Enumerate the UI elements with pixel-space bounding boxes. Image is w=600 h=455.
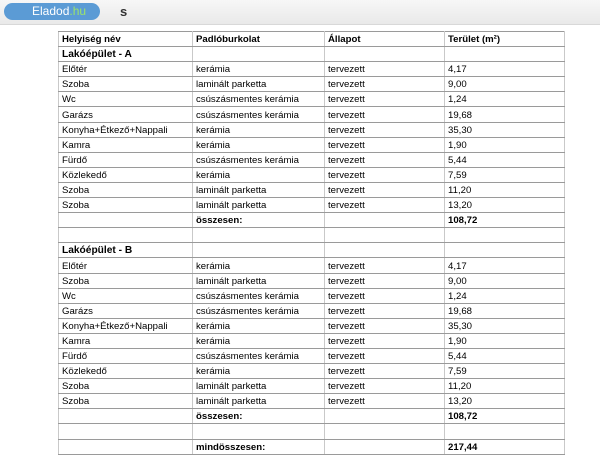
table-row (59, 364, 565, 379)
flooring-cell: csúszásmentes kerámia (193, 152, 325, 167)
room-name-cell: Wc (59, 92, 193, 107)
empty-cell (193, 243, 325, 258)
area-cell: 4,17 (445, 62, 565, 77)
flooring-cell: laminált parketta (193, 394, 325, 409)
flooring-cell: csúszásmentes kerámia (193, 107, 325, 122)
room-name-cell: Előtér (59, 258, 193, 273)
room-name-cell: Közlekedő (59, 364, 193, 379)
flooring-cell: kerámia (193, 364, 325, 379)
area-cell: 13,20 (445, 394, 565, 409)
table-row (59, 198, 565, 213)
status-cell: tervezett (325, 122, 445, 137)
logo-tld: .hu (69, 4, 87, 18)
flooring-cell: csúszásmentes kerámia (193, 92, 325, 107)
area-cell: 9,00 (445, 77, 565, 92)
section-total-row (59, 213, 565, 228)
site-logo[interactable] (4, 3, 100, 20)
room-name-cell: Előtér (59, 62, 193, 77)
flooring-cell: kerámia (193, 122, 325, 137)
status-cell: tervezett (325, 77, 445, 92)
area-cell: 13,20 (445, 198, 565, 213)
section-title-row (59, 243, 565, 258)
area-cell: 11,20 (445, 182, 565, 197)
empty-cell (325, 228, 445, 243)
area-cell: 11,20 (445, 379, 565, 394)
table-row (59, 107, 565, 122)
flooring-cell: csúszásmentes kerámia (193, 348, 325, 363)
status-cell: tervezett (325, 303, 445, 318)
flooring-cell: kerámia (193, 318, 325, 333)
table-header-row (59, 32, 565, 47)
room-name-cell: Konyha+Étkező+Nappali (59, 318, 193, 333)
table-row (59, 288, 565, 303)
room-name-cell: Közlekedő (59, 167, 193, 182)
header-title-fragment: s (120, 4, 128, 19)
area-cell: 9,00 (445, 273, 565, 288)
header-status: Állapot (325, 32, 445, 47)
header-flooring: Padlóburkolat (193, 32, 325, 47)
table-row (59, 182, 565, 197)
area-cell: 1,90 (445, 137, 565, 152)
room-name-cell: Kamra (59, 137, 193, 152)
section-total-row (59, 409, 565, 424)
table-row (59, 167, 565, 182)
flooring-cell: csúszásmentes kerámia (193, 303, 325, 318)
room-table-body (59, 32, 565, 455)
room-name-cell: Kamra (59, 333, 193, 348)
room-name-cell: Fürdő (59, 348, 193, 363)
flooring-cell: laminált parketta (193, 182, 325, 197)
area-cell: 19,68 (445, 107, 565, 122)
status-cell: tervezett (325, 333, 445, 348)
area-cell: 4,17 (445, 258, 565, 273)
empty-cell (59, 228, 193, 243)
area-cell: 1,24 (445, 288, 565, 303)
empty-cell (193, 424, 325, 439)
empty-cell (445, 243, 565, 258)
header-room-name: Helyiség név (59, 32, 193, 47)
table-row (59, 152, 565, 167)
empty-cell (445, 228, 565, 243)
room-name-cell: Konyha+Étkező+Nappali (59, 122, 193, 137)
table-row (59, 77, 565, 92)
section-title-row (59, 47, 565, 62)
flooring-cell: laminált parketta (193, 77, 325, 92)
empty-cell (325, 47, 445, 62)
area-cell: 5,44 (445, 348, 565, 363)
empty-cell (325, 213, 445, 228)
section-title: Lakóépület - A (59, 47, 193, 62)
flooring-cell: kerámia (193, 62, 325, 77)
table-row (59, 273, 565, 288)
room-name-cell: Garázs (59, 107, 193, 122)
status-cell: tervezett (325, 107, 445, 122)
status-cell: tervezett (325, 62, 445, 77)
status-cell: tervezett (325, 258, 445, 273)
empty-cell (325, 439, 445, 454)
room-name-cell: Szoba (59, 77, 193, 92)
section-total-value: 108,72 (445, 213, 565, 228)
grand-total-row (59, 439, 565, 454)
grand-total-value: 217,44 (445, 439, 565, 454)
room-name-cell: Szoba (59, 273, 193, 288)
empty-cell (193, 228, 325, 243)
empty-cell (59, 409, 193, 424)
empty-cell (193, 47, 325, 62)
flooring-cell: kerámia (193, 137, 325, 152)
status-cell: tervezett (325, 288, 445, 303)
area-cell: 19,68 (445, 303, 565, 318)
room-name-cell: Fürdő (59, 152, 193, 167)
empty-cell (325, 424, 445, 439)
table-row (59, 333, 565, 348)
area-cell: 7,59 (445, 167, 565, 182)
blank-row (59, 424, 565, 439)
table-row (59, 137, 565, 152)
flooring-cell: laminált parketta (193, 198, 325, 213)
area-cell: 1,90 (445, 333, 565, 348)
table-row (59, 122, 565, 137)
section-total-label: összesen: (193, 409, 325, 424)
status-cell: tervezett (325, 92, 445, 107)
room-name-cell: Szoba (59, 379, 193, 394)
grand-total-label: mindösszesen: (193, 439, 325, 454)
flooring-cell: kerámia (193, 333, 325, 348)
empty-cell (445, 47, 565, 62)
status-cell: tervezett (325, 348, 445, 363)
flooring-cell: kerámia (193, 167, 325, 182)
section-total-value: 108,72 (445, 409, 565, 424)
area-cell: 35,30 (445, 318, 565, 333)
room-name-cell: Garázs (59, 303, 193, 318)
room-name-cell: Szoba (59, 198, 193, 213)
status-cell: tervezett (325, 182, 445, 197)
empty-cell (445, 424, 565, 439)
empty-cell (325, 243, 445, 258)
empty-cell (325, 409, 445, 424)
status-cell: tervezett (325, 167, 445, 182)
room-name-cell: Wc (59, 288, 193, 303)
header-area: Terület (m²) (445, 32, 565, 47)
empty-cell (59, 424, 193, 439)
logo-name: Eladod (32, 4, 70, 18)
blank-row (59, 228, 565, 243)
table-row (59, 318, 565, 333)
status-cell: tervezett (325, 198, 445, 213)
status-cell: tervezett (325, 318, 445, 333)
area-cell: 1,24 (445, 92, 565, 107)
status-cell: tervezett (325, 364, 445, 379)
flooring-cell: laminált parketta (193, 273, 325, 288)
site-header-bar (0, 0, 600, 25)
section-total-label: összesen: (193, 213, 325, 228)
table-row (59, 303, 565, 318)
empty-cell (59, 439, 193, 454)
table-row (59, 394, 565, 409)
status-cell: tervezett (325, 273, 445, 288)
table-row (59, 348, 565, 363)
table-row (59, 62, 565, 77)
room-name-cell: Szoba (59, 394, 193, 409)
area-cell: 35,30 (445, 122, 565, 137)
area-cell: 7,59 (445, 364, 565, 379)
flooring-cell: csúszásmentes kerámia (193, 288, 325, 303)
flooring-cell: laminált parketta (193, 379, 325, 394)
table-row (59, 92, 565, 107)
status-cell: tervezett (325, 137, 445, 152)
empty-cell (59, 213, 193, 228)
status-cell: tervezett (325, 394, 445, 409)
room-name-cell: Szoba (59, 182, 193, 197)
status-cell: tervezett (325, 379, 445, 394)
room-area-table (58, 31, 565, 455)
table-row (59, 379, 565, 394)
table-row (59, 258, 565, 273)
section-title: Lakóépület - B (59, 243, 193, 258)
area-cell: 5,44 (445, 152, 565, 167)
status-cell: tervezett (325, 152, 445, 167)
flooring-cell: kerámia (193, 258, 325, 273)
